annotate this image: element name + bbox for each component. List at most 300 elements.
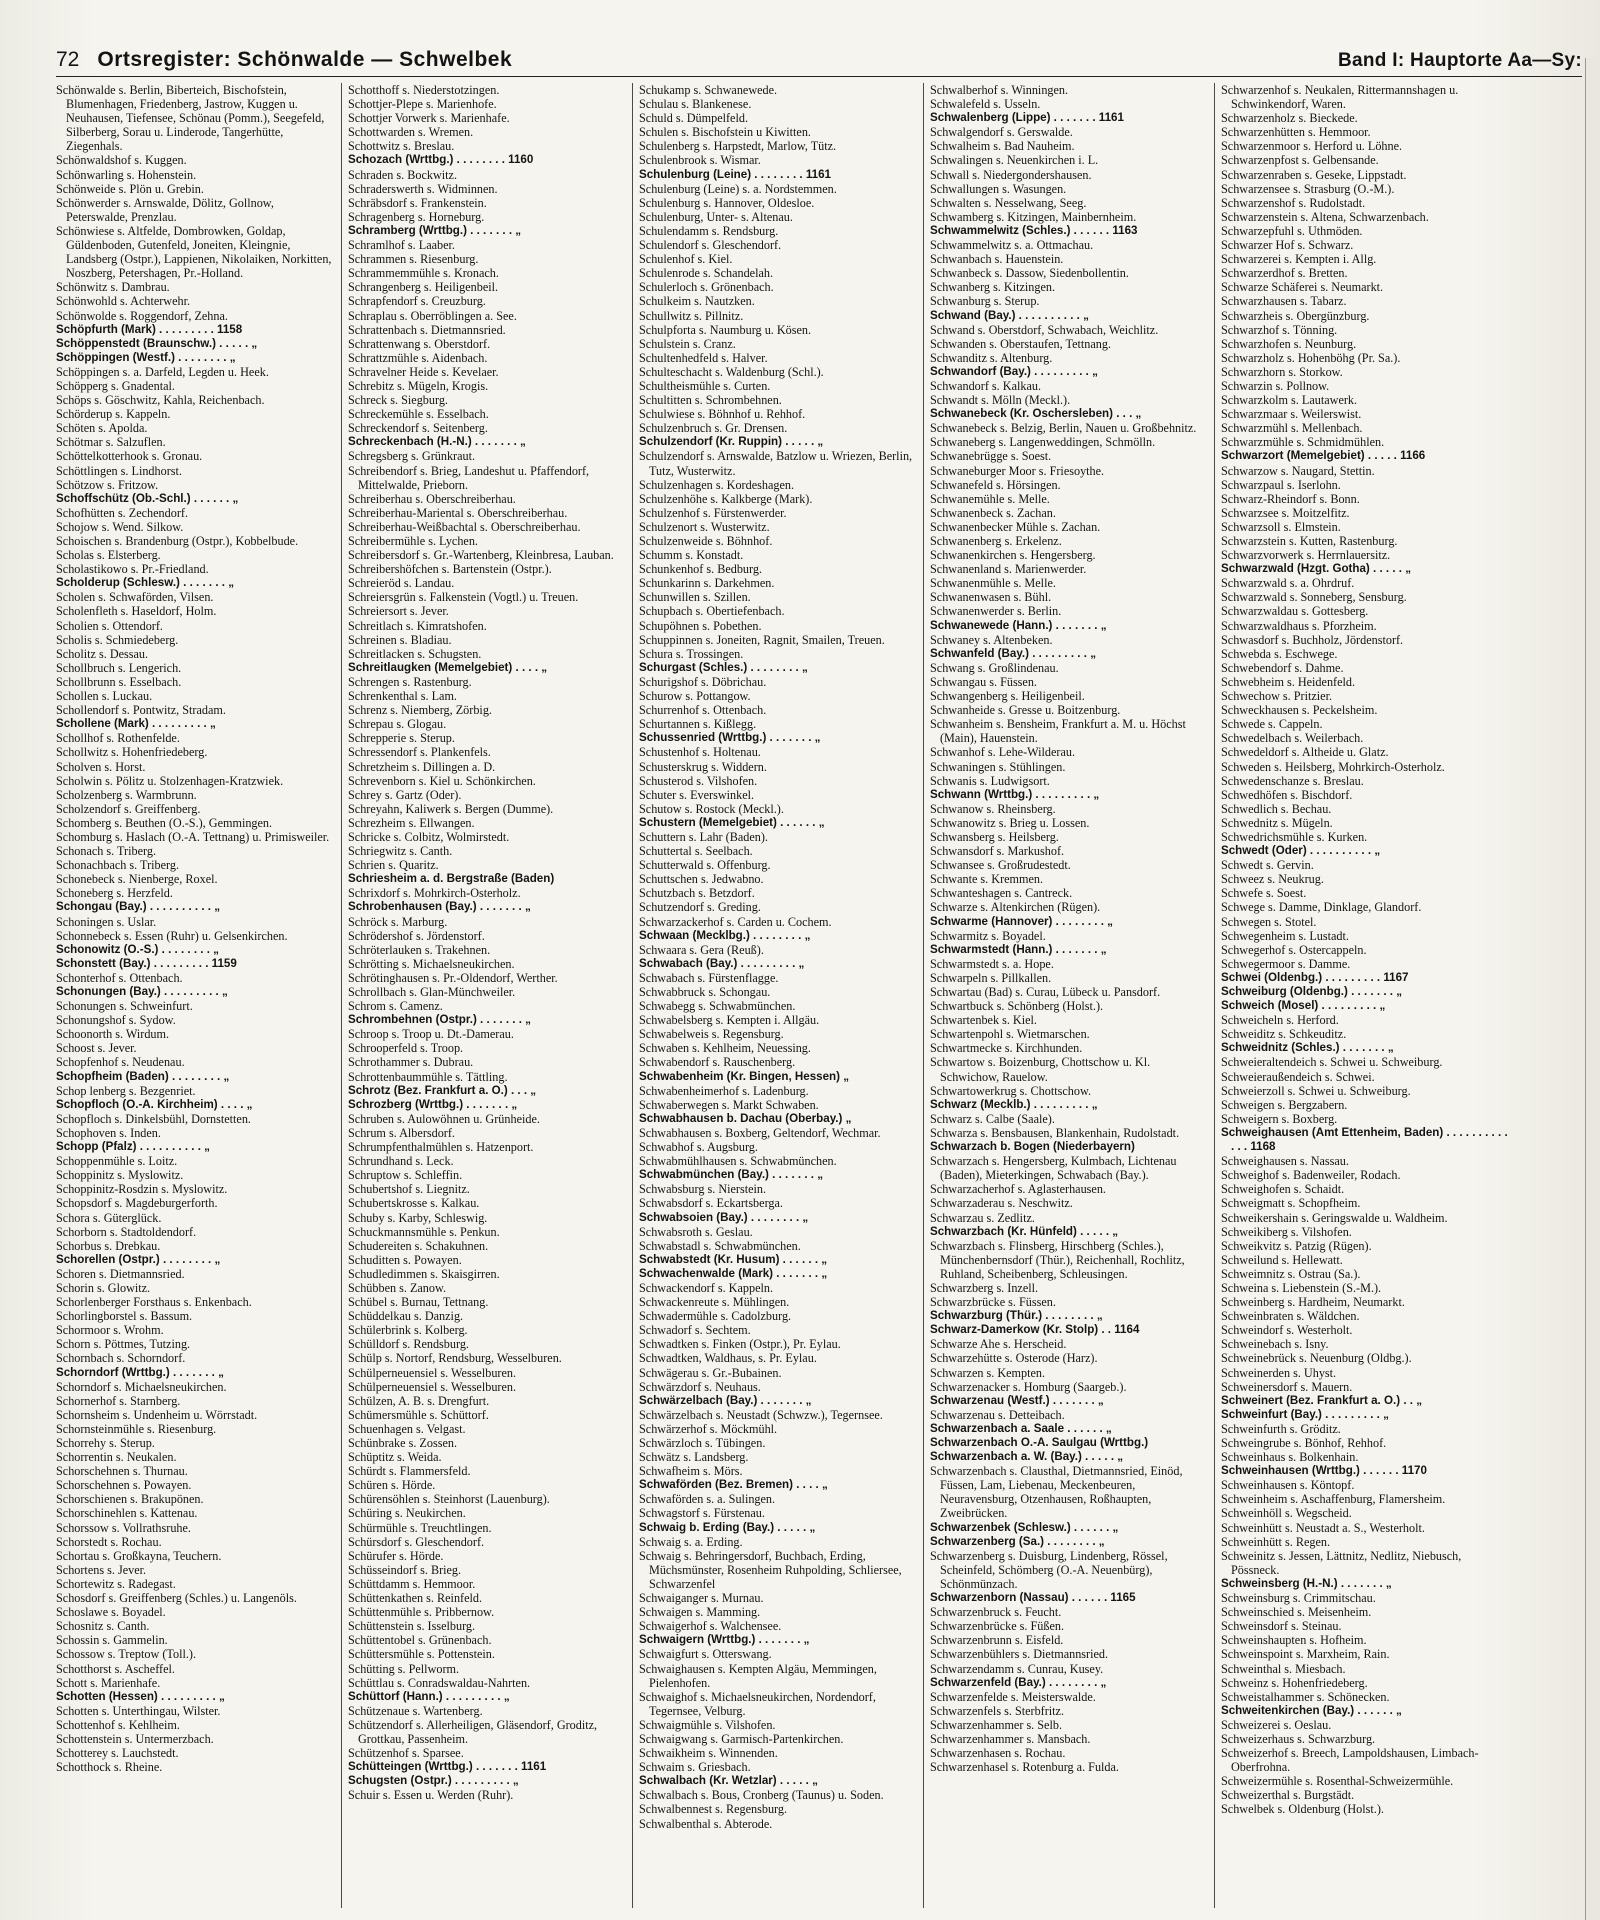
index-entry: Schwarzow s. Naugard, Stettin. xyxy=(1221,463,1375,478)
index-entry: Schoppinitz s. Myslowitz. xyxy=(56,1168,184,1183)
page-number: 72 xyxy=(56,48,80,71)
index-entry: Schwarzaderau s. Neschwitz. xyxy=(930,1196,1073,1211)
index-entry: Schräbsdorf s. Frankenstein. xyxy=(348,195,487,210)
index-entry: Schulzenhof s. Fürstenwerder. xyxy=(639,505,787,520)
index-entry: Schuld s. Dümpelfeld. xyxy=(639,111,748,126)
index-entry: Schwanditz s. Altenburg. xyxy=(930,350,1053,365)
index-entry: Schörderup s. Kappeln. xyxy=(56,407,171,422)
index-entry: Schrammen s. Riesenburg. xyxy=(348,252,479,267)
index-entry: Schweez s. Neukrug. xyxy=(1221,872,1324,887)
index-entry: Schwangau s. Füssen. xyxy=(930,674,1037,689)
index-entry: Schönwaldshof s. Kuggen. xyxy=(56,153,187,168)
index-entry: Schwelbek s. Oldenburg (Holst.). xyxy=(1221,1802,1384,1817)
index-entry: Schullwitz s. Pillnitz. xyxy=(639,308,744,323)
volume-label: Band I: Hauptorte Aa—Sy: xyxy=(1337,50,1582,71)
index-entry: Schulenberg s. Harpstedt, Marlow, Tütz. xyxy=(639,139,837,154)
index-entry: Schweinhausen s. Köntopf. xyxy=(1221,1478,1355,1493)
index-entry: Schotten s. Unterthingau, Wilster. xyxy=(56,1703,221,1718)
index-entry: Schulenrode s. Schandelah. xyxy=(639,266,774,281)
index-entry-main: Schopfheim (Baden) . . . . . . . . „ xyxy=(56,1069,230,1083)
index-entry: Schübben s. Zanow. xyxy=(348,1280,447,1295)
index-entry: Schrezheim s. Ellwangen. xyxy=(348,815,475,830)
index-entry-main: Schwaan (Mecklbg.) . . . . . . . . „ xyxy=(639,928,811,942)
index-entry: Schriegwitz s. Canth. xyxy=(348,844,453,859)
index-entry: Schüttlau s. Conradswaldau-Nahrten. xyxy=(348,1675,531,1690)
index-entry: Schwärzdorf s. Neuhaus. xyxy=(639,1379,761,1394)
index-entry: Schopfloch s. Dinkelsbühl, Dornstetten. xyxy=(56,1111,251,1126)
index-entry: Schweizermühle s. Rosenthal-Schweizermühle. xyxy=(1221,1774,1454,1789)
index-entry: Schwartbuck s. Schönberg (Holst.). xyxy=(930,999,1104,1014)
index-entry: Schulenburg s. Hannover, Oldesloe. xyxy=(639,195,815,210)
index-entry: Schop lenberg s. Bezgenriet. xyxy=(56,1083,196,1098)
index-entry: Schwabsburg s. Nierstein. xyxy=(639,1182,767,1197)
index-entry: Schwalbach s. Bous, Cronberg (Taunus) u. Soden. xyxy=(639,1788,884,1803)
index-entry: Schwarzhausen s. Tabarz. xyxy=(1221,294,1347,309)
index-entry: Schoneberg s. Herzfeld. xyxy=(56,886,173,901)
index-entry-main: Schwabach (Bay.) . . . . . . . . . „ xyxy=(639,956,805,970)
index-entry: Schönwerder s. Arnswalde, Dölitz, Gollnow, Peterswalde, Prenzlau. xyxy=(56,195,274,224)
index-entry: Schraplau s. Oberröblingen a. See. xyxy=(348,308,517,323)
index-entry: Schopfenhof s. Neudenau. xyxy=(56,1055,185,1070)
index-entry: Schwarzenstein s. Altena, Schwarzenbach. xyxy=(1221,209,1429,224)
index-entry: Schützenhof s. Sparsee. xyxy=(348,1746,464,1761)
index-entry: Schwalten s. Nesselwang, Seeg. xyxy=(930,195,1087,210)
index-columns xyxy=(56,83,1586,1908)
index-entry: Schonebeck s. Nienberge, Roxel. xyxy=(56,872,218,887)
index-entry: Schulwiese s. Böhnhof u. Rehhof. xyxy=(639,407,806,422)
index-entry: Schreinen s. Bladiau. xyxy=(348,632,452,647)
index-entry-main: Schwalenberg (Lippe) . . . . . . . 1161 xyxy=(930,111,1124,125)
index-entry: Schülzen, A. B. s. Drengfurt. xyxy=(348,1393,490,1408)
index-entry: Schwaneburger Moor s. Friesoythe. xyxy=(930,463,1105,478)
index-entry: Schrottenbaummühle s. Tättling. xyxy=(348,1069,508,1084)
index-entry: Schreieröd s. Landau. xyxy=(348,576,455,591)
index-entry: Schrammemmühle s. Kronach. xyxy=(348,266,499,281)
index-entry: Schweinerden s. Uhyst. xyxy=(1221,1365,1337,1380)
index-entry: Schreiberhau-Weißbachtal s. Oberschreiberhau. xyxy=(348,519,581,534)
index-entry: Schulstein s. Cranz. xyxy=(639,336,736,351)
index-entry: Schüptitz s. Weida. xyxy=(348,1450,442,1465)
index-entry: Schweinhaus s. Bolkenhain. xyxy=(1221,1450,1359,1465)
index-entry: Schwaberwegen s. Markt Schwaben. xyxy=(639,1097,819,1112)
index-entry: Schweinsdorf s. Steinau. xyxy=(1221,1619,1342,1634)
index-entry: Schwante s. Kremmen. xyxy=(930,872,1044,887)
index-entry: Schwanenland s. Marienwerder. xyxy=(930,562,1087,577)
index-entry: Schreibersdorf s. Gr.-Wartenberg, Kleinbresa, Lauban. xyxy=(348,548,614,563)
index-entry: Schwarzehütte s. Osterode (Harz). xyxy=(930,1351,1098,1366)
index-entry: Schoren s. Dietmannsried. xyxy=(56,1266,185,1281)
index-entry: Schollendorf s. Pontwitz, Stradam. xyxy=(56,703,226,718)
index-entry: Schorn s. Pöttmes, Tutzing. xyxy=(56,1337,191,1352)
index-entry: Schreck s. Siegburg. xyxy=(348,393,448,408)
index-entry: Schwabegg s. Schwabmünchen. xyxy=(639,999,796,1014)
index-entry: Schwarzheis s. Obergünzburg. xyxy=(1221,308,1370,323)
index-entry: Schwedt s. Gervin. xyxy=(1221,858,1314,873)
index-entry: Schornsheim s. Undenheim u. Wörrstadt. xyxy=(56,1407,258,1422)
index-entry: Schwarzberg s. Inzell. xyxy=(930,1280,1039,1295)
index-entry: Schrothammer s. Dubrau. xyxy=(348,1055,474,1070)
index-entry: Schwarzwald s. Sonneberg, Sensburg. xyxy=(1221,590,1407,605)
index-entry: Schwalheim s. Bad Nauheim. xyxy=(930,139,1075,154)
index-entry: Schupöhnen s. Pobethen. xyxy=(639,618,762,633)
index-entry: Schollwitz s. Hohenfriedeberg. xyxy=(56,745,208,760)
index-entry: Schwarzenhasel s. Rotenburg a. Fulda. xyxy=(930,1760,1119,1775)
index-entry: Schwanenberg s. Erkelenz. xyxy=(930,534,1062,548)
index-entry: Schwarze Ahe s. Herscheid. xyxy=(930,1337,1067,1352)
index-entry: Schwarzen s. Kempten. xyxy=(930,1365,1046,1380)
index-entry: Schrepperie s. Sterup. xyxy=(348,731,455,746)
index-entry: Schuckmannsmühle s. Penkun. xyxy=(348,1224,500,1239)
index-entry-main: Schwedt (Oder) . . . . . . . . . . „ xyxy=(1221,844,1381,858)
index-entry: Schuttschen s. Jedwabno. xyxy=(639,872,764,887)
index-entry-main: Schwarme (Hannover) . . . . . . . . „ xyxy=(930,914,1113,928)
index-entry: Schwarzkolm s. Lautawerk. xyxy=(1221,393,1358,408)
index-entry: Schwanenbecker Mühle s. Zachan. xyxy=(930,519,1101,534)
index-entry: Schwarzmaar s. Weilerswist. xyxy=(1221,407,1362,422)
index-entry: Schweiditz s. Schkeuditz. xyxy=(1221,1027,1347,1042)
index-entry: Schutzendorf s. Greding. xyxy=(639,900,761,915)
index-entry: Schülerbrink s. Kolberg. xyxy=(348,1323,468,1338)
index-entry: Schweighausen s. Nassau. xyxy=(1221,1154,1349,1169)
index-entry: Schorrehy s. Sterup. xyxy=(56,1436,155,1450)
index-entry-main: Schollene (Mark) . . . . . . . . . „ xyxy=(56,717,216,731)
index-entry: Schrumpfenthalmühlen s. Hatzenport. xyxy=(348,1140,534,1155)
index-entry: Schudledimmen s. Skaisgirren. xyxy=(348,1266,500,1281)
index-entry: Schricke s. Colbitz, Wolmirstedt. xyxy=(348,829,510,844)
index-entry: Schustenhof s. Holtenau. xyxy=(639,745,761,760)
index-entry: Schönweide s. Plön u. Grebin. xyxy=(56,181,204,196)
index-entry: Schübel s. Burnau, Tettnang. xyxy=(348,1295,489,1310)
index-entry-main: Schwarzenborn (Nassau) . . . . . . 1165 xyxy=(930,1591,1136,1605)
index-entry: Schwalingen s. Neuenkirchen i. L. xyxy=(930,153,1099,168)
index-entry: Schwabach s. Fürstenflagge. xyxy=(639,970,779,985)
index-entry: Schulkeim s. Nautzken. xyxy=(639,294,755,309)
index-entry: Schülldorf s. Rendsburg. xyxy=(348,1337,469,1352)
index-entry: Schoischen s. Brandenburg (Ostpr.), Kobbelbude. xyxy=(56,534,299,548)
index-entry: Schwarzach s. Hengersberg, Kulmbach, Lichtenau (Baden), Mieterkingen, Schwabach (Bay.). xyxy=(930,1154,1177,1183)
index-entry: Schoppenmühle s. Loitz. xyxy=(56,1154,178,1169)
index-entry: Schroop s. Troop u. Dt.-Damerau. xyxy=(348,1027,514,1042)
index-entry: Schönwohld s. Achterwehr. xyxy=(56,294,191,309)
index-entry: Schwarzhorn s. Storkow. xyxy=(1221,364,1343,379)
index-entry: Schwarzenbrücke s. Füßen. xyxy=(930,1619,1065,1634)
index-entry: Schwarz s. Calbe (Saale). xyxy=(930,1111,1055,1126)
index-entry: Schwaim s. Griesbach. xyxy=(639,1760,751,1775)
index-entry: Schweighofen s. Schaidt. xyxy=(1221,1182,1345,1197)
index-entry: Schweicheln s. Herford. xyxy=(1221,1013,1339,1028)
index-entry: Schreibermühle s. Lychen. xyxy=(348,534,478,548)
index-entry: Schollbruch s. Lengerich. xyxy=(56,660,182,675)
index-entry-main: Schwaförden (Bez. Bremen) . . . . „ xyxy=(639,1478,828,1492)
index-entry: Schwarzmühl s. Mellenbach. xyxy=(1221,421,1363,436)
index-entry: Schwabbruck s. Schongau. xyxy=(639,985,771,999)
index-entry: Schreiersort s. Jever. xyxy=(348,604,449,619)
index-entry: Schwadermühle s. Cadolzburg. xyxy=(639,1309,792,1324)
index-entry: Schwegenheim s. Lustadt. xyxy=(1221,928,1349,943)
index-entry: Schwallungen s. Wasungen. xyxy=(930,181,1067,196)
index-entry: Schwätz s. Landsberg. xyxy=(639,1450,749,1465)
page-title: Ortsregister: Schönwalde — Schwelbek xyxy=(97,48,513,71)
index-entry: Schwaney s. Altenbeken. xyxy=(930,632,1053,647)
index-entry: Schweinshaupten s. Hofheim. xyxy=(1221,1633,1367,1648)
index-entry: Schultheismühle s. Curten. xyxy=(639,378,771,393)
index-entry-main: Schwanebeck (Kr. Oschersleben) . . . „ xyxy=(930,407,1142,421)
index-entry: Schuter s. Everswinkel. xyxy=(639,787,755,802)
index-entry: Schrattenbach s. Dietmannsried. xyxy=(348,322,506,337)
index-entry-main: Schonowitz (O.-S.) . . . . . . . . „ xyxy=(56,942,219,956)
index-entry-main: Schwarzwald (Hzgt. Gotha) . . . . . „ xyxy=(1221,562,1412,576)
index-entry: Schwackendorf s. Kappeln. xyxy=(639,1280,774,1295)
index-entry: Schopsdorf s. Magdeburgerforth. xyxy=(56,1196,218,1211)
index-entry: Schornerhof s. Starnberg. xyxy=(56,1393,181,1408)
index-entry: Schwarzau s. Zedlitz. xyxy=(930,1210,1035,1225)
index-entry: Schwärzloch s. Tübingen. xyxy=(639,1436,766,1450)
index-entry: Schwarzenfels s. Sterbfritz. xyxy=(930,1703,1065,1718)
index-entry: Schöppingen s. a. Darfeld, Legden u. Heek. xyxy=(56,364,269,379)
index-entry: Schorschehnen s. Thurnau. xyxy=(56,1464,188,1479)
index-entry: Schwalberhof s. Winningen. xyxy=(930,83,1069,97)
index-entry: Schweierzoll s. Schwei u. Schweiburg. xyxy=(1221,1083,1411,1098)
index-entry: Schwegermoor s. Damme. xyxy=(1221,956,1351,971)
index-entry-main: Schulenburg (Leine) . . . . . . . . 1161 xyxy=(639,167,831,181)
index-entry: Schwansee s. Großrudestedt. xyxy=(930,858,1071,873)
index-entry: Schorlenberger Forsthaus s. Enkenbach. xyxy=(56,1295,252,1310)
index-entry: Schröterlauken s. Trakehnen. xyxy=(348,942,491,957)
index-entry: Schuenhagen s. Velgast. xyxy=(348,1421,466,1436)
index-entry: Schuttern s. Lahr (Baden). xyxy=(639,829,768,844)
index-entry: Schwefe s. Soest. xyxy=(1221,886,1307,901)
index-entry: Schwedenschanze s. Breslau. xyxy=(1221,773,1364,788)
index-entry-main: Schreckenbach (H.-N.) . . . . . . . „ xyxy=(348,435,526,449)
index-entry: Schwansdorf s. Markushof. xyxy=(930,844,1065,859)
index-entry: Schwadorf s. Sechtem. xyxy=(639,1323,751,1338)
index-entry: Schwartowerkrug s. Chottschow. xyxy=(930,1083,1092,1098)
index-entry-main: Schonungen (Bay.) . . . . . . . . . „ xyxy=(56,985,228,998)
index-entry: Schwagstorf s. Fürstenau. xyxy=(639,1506,765,1521)
index-entry: Schora s. Güterglück. xyxy=(56,1210,162,1225)
index-entry: Schüttenmühle s. Pribbernow. xyxy=(348,1605,495,1620)
index-column-4 xyxy=(930,83,1215,1908)
index-entry: Schwarzbach s. Flinsberg, Hirschberg (Schles.), Münchenbernsdorf (Thür.), Reichenhall, Rochlitz, Ruhland, Scheibenberg, Schleusingen. xyxy=(930,1238,1185,1281)
index-entry: Schrundhand s. Leck. xyxy=(348,1154,454,1169)
index-entry: Schwabendorf s. Rauschenberg. xyxy=(639,1055,796,1070)
index-entry-main: Schwabsoien (Bay.) . . . . . . . . „ xyxy=(639,1210,809,1224)
index-entry: Schutterwald s. Offenburg. xyxy=(639,858,771,873)
index-entry: Schwarzenbruck s. Feucht. xyxy=(930,1605,1062,1620)
index-entry: Schweilund s. Hellewatt. xyxy=(1221,1252,1343,1267)
index-entry-main: Schopp (Pfalz) . . . . . . . . . . „ xyxy=(56,1140,210,1154)
index-entry: Schüren s. Hörde. xyxy=(348,1478,436,1493)
index-entry: Schwafheim s. Mörs. xyxy=(639,1464,743,1479)
index-entry-main: Schwarzenberg (Sa.) . . . . . . . . „ xyxy=(930,1534,1105,1548)
index-entry: Schwärzelbach s. Neustadt (Schwzw.), Tegernsee. xyxy=(639,1407,883,1422)
index-entry: Schrom s. Camenz. xyxy=(348,999,443,1014)
index-entry: Scholitz s. Dessau. xyxy=(56,646,149,661)
index-entry: Schwalbenthal s. Abterode. xyxy=(639,1816,773,1831)
index-entry: Schwedelbach s. Weilerbach. xyxy=(1221,731,1364,746)
index-entry: Schweinbraten s. Wäldchen. xyxy=(1221,1309,1360,1324)
index-entry: Schreiersgrün s. Falkenstein (Vogtl.) u. Treuen. xyxy=(348,590,579,605)
index-entry: Schönwitz s. Dambrau. xyxy=(56,280,170,295)
index-entry-main: Schwarzenfeld (Bay.) . . . . . . . . „ xyxy=(930,1675,1107,1689)
index-entry: Schulzendorf s. Arnswalde, Batzlow u. Wriezen, Berlin, Tutz, Wusterwitz. xyxy=(639,449,913,478)
index-entry: Schunwillen s. Szillen. xyxy=(639,590,751,605)
index-entry: Schwadtken s. Finken (Ostpr.), Pr. Eylau. xyxy=(639,1337,841,1352)
index-entry: Schwarzenholz s. Bieckede. xyxy=(1221,111,1358,126)
index-entry-main: Schriesheim a. d. Bergstraße (Baden) xyxy=(348,872,555,886)
index-entry: Schweistalhammer s. Schönecken. xyxy=(1221,1689,1390,1704)
index-entry: Schweighof s. Badenweiler, Rodach. xyxy=(1221,1168,1401,1183)
index-entry: Schurigshof s. Döbrichau. xyxy=(639,674,767,689)
index-entry-main: Schwabstedt (Kr. Husum) . . . . . . „ xyxy=(639,1252,828,1266)
index-entry: Schofhütten s. Zechendorf. xyxy=(56,505,188,520)
index-entry: Schweikershain s. Geringswalde u. Waldheim. xyxy=(1221,1210,1448,1225)
index-entry: Schüttdamm s. Hemmoor. xyxy=(348,1576,476,1591)
index-entry: Schragenberg s. Horneburg. xyxy=(348,209,485,224)
index-entry: Schrangenberg s. Heiligenbeil. xyxy=(348,280,499,295)
index-entry: Schweden s. Heilsberg, Mohrkirch-Osterholz. xyxy=(1221,759,1445,774)
index-entry: Schweinheim s. Aschaffenburg, Flamersheim. xyxy=(1221,1492,1446,1507)
index-entry: Schusterod s. Vilshofen. xyxy=(639,773,758,788)
index-entry: Schrixdorf s. Mohrkirch-Osterholz. xyxy=(348,886,521,901)
index-entry: Schweinschied s. Meisenheim. xyxy=(1221,1605,1372,1620)
index-entry-main: Schugsten (Ostpr.) . . . . . . . . . „ xyxy=(348,1774,519,1788)
index-entry-main: Schrobenhausen (Bay.) . . . . . . . „ xyxy=(348,900,531,914)
index-entry: Schornsteinmühle s. Riesenburg. xyxy=(56,1421,217,1436)
index-entry: Schwarzstein s. Kutten, Rastenburg. xyxy=(1221,534,1398,548)
index-entry: Schraderswerth s. Widminnen. xyxy=(348,181,498,196)
index-entry: Schwanhof s. Lehe-Wilderau. xyxy=(930,745,1076,760)
index-entry: Schomburg s. Haslach (O.-A. Tettnang) u. Primisweiler. xyxy=(56,829,330,844)
index-entry: Schrevenborn s. Kiel u. Schönkirchen. xyxy=(348,773,536,788)
index-entry: Schwarzvorwerk s. Herrnlauersitz. xyxy=(1221,548,1391,563)
index-entry: Schwabelweis s. Regensburg. xyxy=(639,1027,784,1042)
index-entry: Schützenaue s. Wartenberg. xyxy=(348,1703,483,1718)
index-entry: Schüring s. Neukirchen. xyxy=(348,1506,466,1521)
index-entry: Schomberg s. Beuthen (O.-S.), Gemmingen. xyxy=(56,815,273,830)
index-entry: Schwarzenpfost s. Gelbensande. xyxy=(1221,153,1379,168)
index-entry: Schüddelkau s. Danzig. xyxy=(348,1309,464,1324)
index-entry: Schwarzepfuhl s. Uthmöden. xyxy=(1221,223,1363,238)
index-entry: Schuditten s. Powayen. xyxy=(348,1252,462,1267)
index-entry: Schwarzenhasen s. Rochau. xyxy=(930,1746,1066,1761)
index-entry-main: Schweitenkirchen (Bay.) . . . . . . „ xyxy=(1221,1703,1402,1717)
index-entry: Schweieraußendeich s. Schwei. xyxy=(1221,1069,1375,1084)
index-entry: Schweigen s. Bergzabern. xyxy=(1221,1097,1348,1112)
index-entry-main: Schwabenheim (Kr. Bingen, Hessen) „ xyxy=(639,1069,850,1083)
index-entry: Schweizerei s. Oeslau. xyxy=(1221,1717,1332,1732)
index-entry: Schrötinghausen s. Pr.-Oldendorf, Werther. xyxy=(348,970,558,985)
index-entry: Schregsberg s. Grünkraut. xyxy=(348,449,476,464)
index-entry: Schormoor s. Wrohm. xyxy=(56,1323,164,1338)
index-entry: Schwechow s. Pritzier. xyxy=(1221,689,1333,704)
index-entry: Schotthock s. Rheine. xyxy=(56,1760,163,1775)
index-entry-main: Schrozberg (Wrttbg.) . . . . . . . „ xyxy=(348,1097,518,1111)
index-entry: Schweigmatt s. Schopfheim. xyxy=(1221,1196,1361,1211)
index-entry: Schwanheide s. Gresse u. Boitzenburg. xyxy=(930,703,1121,718)
index-entry: Schwartow s. Boizenburg, Chottschow u. Kl. Schwichow, Rauelow. xyxy=(930,1055,1151,1084)
index-entry: Schwanenkirchen s. Hengersberg. xyxy=(930,548,1096,563)
index-entry: Schönwiese s. Altfelde, Dombrowken, Goldap, Güldenboden, Gutenfeld, Joneiten, Kleingnie, Landsberg (Ostpr.), Lappienen, Nikolaiken, Norkitten, Noszberg, Petershagen, Pr.-Holland. xyxy=(56,223,332,281)
index-entry: Schwarzenraben s. Geseke, Lippstadt. xyxy=(1221,167,1407,182)
index-entry: Schweinhütt s. Regen. xyxy=(1221,1534,1330,1549)
index-entry: Schulzenort s. Wusterwitz. xyxy=(639,519,770,534)
index-entry: Schottjer Vorwerk s. Marienhafe. xyxy=(348,111,510,126)
index-entry: Schwarzsoll s. Elmstein. xyxy=(1221,519,1341,534)
index-entry: Schwartau (Bad) s. Curau, Lübeck u. Pansdorf. xyxy=(930,985,1161,999)
index-entry: Schrooperfeld s. Troop. xyxy=(348,1041,464,1056)
index-entry: Schorschinehlen s. Kattenau. xyxy=(56,1506,198,1521)
index-entry: Schwarzenbrunn s. Eisfeld. xyxy=(930,1633,1064,1648)
index-entry: Schwaiganger s. Murnau. xyxy=(639,1591,764,1606)
index-entry: Schöps s. Göschwitz, Kahla, Reichenbach. xyxy=(56,393,265,408)
index-entry: Schweinthal s. Miesbach. xyxy=(1221,1661,1346,1676)
index-entry: Schwegen s. Stotel. xyxy=(1221,914,1317,929)
index-entry: Schwaigerhof s. Walchensee. xyxy=(639,1619,782,1634)
index-entry: Schwarzenhütten s. Hemmoor. xyxy=(1221,125,1371,140)
index-entry: Schwarzensee s. Strasburg (O.-M.). xyxy=(1221,181,1395,196)
index-entry: Schoppinitz-Rosdzin s. Myslowitz. xyxy=(56,1182,228,1197)
index-entry: Schorborn s. Stadtoldendorf. xyxy=(56,1224,197,1239)
index-entry: Schwedrichsmühle s. Kurken. xyxy=(1221,829,1368,844)
index-entry: Schöttelkotterhook s. Gronau. xyxy=(56,449,203,464)
index-entry: Schukamp s. Schwanewede. xyxy=(639,83,778,97)
index-entry: Schrepau s. Glogau. xyxy=(348,717,447,732)
index-entry: Schwanbach s. Hauenstein. xyxy=(930,252,1064,267)
index-entry: Schunkenhof s. Bedburg. xyxy=(639,562,762,577)
index-entry: Scholzendorf s. Greiffenberg. xyxy=(56,801,201,816)
index-entry: Schweindorf s. Westerholt. xyxy=(1221,1323,1353,1338)
index-entry: Schwägerau s. Gr.-Bubainen. xyxy=(639,1365,782,1380)
index-entry: Schwandt s. Mölln (Meckl.). xyxy=(930,393,1071,408)
index-entry: Schwanebrügge s. Soest. xyxy=(930,449,1052,464)
index-entry: Schwarzwald s. a. Ohrdruf. xyxy=(1221,576,1355,591)
index-entry: Schultitten s. Schrombehnen. xyxy=(639,393,782,408)
index-entry: Schwarzenmoor s. Herford u. Löhne. xyxy=(1221,139,1403,154)
index-entry: Scholas s. Elsterberg. xyxy=(56,548,161,563)
index-entry-main: Schwarzenbek (Schlesw.) . . . . . . „ xyxy=(930,1520,1119,1534)
index-entry: Schwarzenacker s. Homburg (Saargeb.). xyxy=(930,1379,1127,1394)
index-entry: Schollbrunn s. Esselbach. xyxy=(56,674,182,689)
index-entry: Schwadtken, Waldhaus, s. Pr. Eylau. xyxy=(639,1351,817,1366)
index-entry-main: Schwabhausen b. Dachau (Oberbay.) „ xyxy=(639,1111,852,1125)
index-entry: Schwartenpohl s. Wietmarschen. xyxy=(930,1027,1090,1042)
index-entry: Schwartmecke s. Kirchhunden. xyxy=(930,1041,1083,1056)
index-entry: Schonach s. Triberg. xyxy=(56,844,156,859)
index-entry-main: Schwaigern (Wrttbg.) . . . . . . . „ xyxy=(639,1633,810,1647)
index-entry: Schweikvitz s. Patzig (Rügen). xyxy=(1221,1238,1372,1253)
index-entry-main: Schwanewede (Hann.) . . . . . . . „ xyxy=(930,618,1107,632)
index-entry: Schwarza s. Bensbausen, Blankenhain, Rudolstadt. xyxy=(930,1125,1180,1140)
index-entry-main: Schwanfeld (Bay.) . . . . . . . . . „ xyxy=(930,646,1096,660)
index-entry: Schweckhausen s. Peckelsheim. xyxy=(1221,703,1378,718)
index-entry: Schwasdorf s. Buchholz, Jördenstorf. xyxy=(1221,632,1404,647)
index-entry: Schruben s. Aulowöhnen u. Grünheide. xyxy=(348,1111,540,1126)
index-entry: Schwarmstedt s. a. Hope. xyxy=(930,956,1054,971)
index-entry-main: Schwarzenbach a. Saale . . . . . . „ xyxy=(930,1421,1112,1435)
index-entry: Schwarzendamm s. Cunrau, Kusey. xyxy=(930,1661,1104,1676)
index-entry: Schravelner Heide s. Kevelaer. xyxy=(348,364,499,379)
index-entry-main: Schrotz (Bez. Frankfurt a. O.) . . . „ xyxy=(348,1083,537,1097)
index-entry: Schusterskrug s. Widdern. xyxy=(639,759,767,774)
index-entry: Schwaig s. Behringersdorf, Buchbach, Erding, Müchsmünster, Rosenheim Ruhpolding, Schliersee, Schwarzenfel xyxy=(639,1548,902,1591)
index-entry: Schweinersdorf s. Mauern. xyxy=(1221,1379,1353,1394)
index-entry: Schürmühle s. Treuchtlingen. xyxy=(348,1520,492,1535)
index-entry: Scholenfleth s. Haseldorf, Holm. xyxy=(56,604,217,619)
index-entry: Schröck s. Marburg. xyxy=(348,914,448,929)
index-entry: Schwarzenhof s. Neukalen, Rittermannshagen u. Schwinkendorf, Waren. xyxy=(1221,83,1459,112)
index-entry: Schwarzenhammer s. Mansbach. xyxy=(930,1731,1091,1746)
